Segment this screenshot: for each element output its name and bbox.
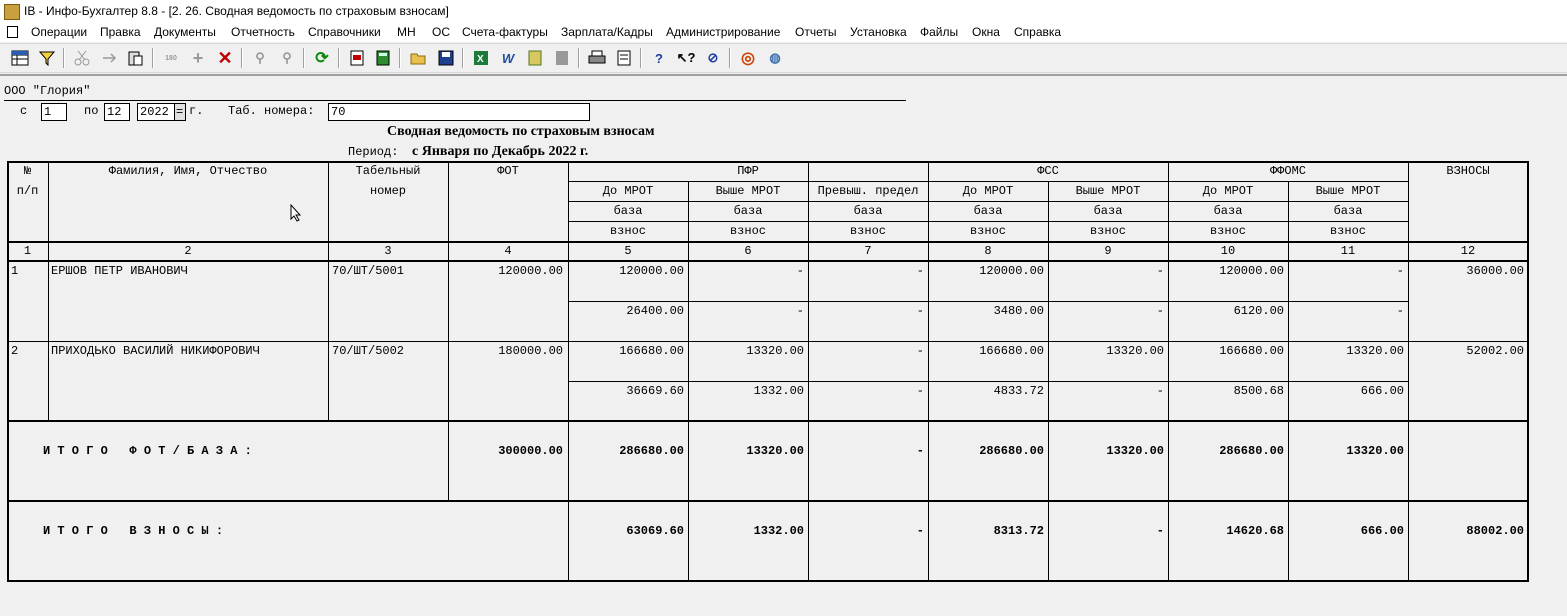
cell-value: 26400.00	[626, 304, 684, 318]
svg-text:X: X	[477, 54, 484, 65]
cell-value: -	[916, 344, 924, 358]
header-name: Фамилия, Имя, Отчество	[108, 164, 268, 178]
header-tab-2: номер	[369, 184, 406, 198]
fot-value: 120000.00	[498, 264, 563, 278]
report-area	[0, 74, 1567, 616]
employee-name[interactable]: ПРИХОДЬКО ВАСИЛИЙ НИКИФОРОВИЧ	[51, 344, 260, 358]
year-suffix: г.	[189, 104, 204, 118]
period-value: с Января по Декабрь 2022 г.	[412, 144, 589, 159]
header-vznos: взнос	[609, 224, 646, 238]
total-value: 286680.00	[619, 444, 684, 458]
header-pfr-prevysh: Превыш. предел	[817, 184, 919, 198]
total-value: -	[916, 444, 924, 458]
col-number: 10	[1220, 244, 1236, 258]
disk-icon[interactable]	[552, 48, 572, 68]
header-tab: Табельный	[355, 164, 421, 178]
header-baza: база	[613, 204, 643, 218]
header-vznos: взнос	[849, 224, 886, 238]
total-value: 666.00	[1360, 524, 1404, 538]
toolbar	[0, 43, 1567, 73]
col-number: 9	[1104, 244, 1112, 258]
window-title: IB - Инфо-Бухгалтер 8.8 - [2. 26. Сводная ведомость по страховым взносам]	[24, 4, 449, 18]
total-value: 14620.68	[1226, 524, 1284, 538]
menu-documents[interactable]: Документы	[154, 25, 216, 39]
header-vznosy: ВЗНОСЫ	[1446, 164, 1490, 178]
menu-references[interactable]: Справочники	[308, 25, 381, 39]
archive-icon[interactable]	[525, 48, 545, 68]
cell-value: -	[1396, 304, 1404, 318]
header-pfr-do-mrot: До МРОТ	[602, 184, 654, 198]
cell-value: -	[1156, 384, 1164, 398]
header-ffoms: ФФОМС	[1269, 164, 1306, 178]
total-base-label: И Т О Г О Ф О Т / Б А З А :	[43, 444, 252, 458]
menu-invoices[interactable]: Счета-фактуры	[462, 25, 548, 39]
to-label: по	[84, 104, 99, 118]
open-icon[interactable]	[409, 48, 429, 68]
menu-help[interactable]: Справка	[1014, 25, 1062, 39]
tab-numbers-label: Таб. номера:	[228, 104, 315, 118]
menu-bar	[0, 22, 1567, 42]
cell-value: 166680.00	[1219, 344, 1284, 358]
cell-value: 8500.68	[1233, 384, 1284, 398]
cell-value: -	[916, 264, 924, 278]
support-icon[interactable]: ◎	[741, 50, 755, 67]
excel-icon[interactable]	[471, 48, 491, 68]
total-fot: 300000.00	[498, 444, 563, 458]
header-vznos: взнос	[729, 224, 766, 238]
menu-os[interactable]: ОС	[432, 25, 450, 39]
help-icon[interactable]: ?	[655, 50, 663, 66]
col-number: 6	[744, 244, 752, 258]
tab-number: 70/ШТ/5002	[332, 344, 405, 358]
split-icon[interactable]	[99, 48, 119, 68]
header-baza: база	[1093, 204, 1123, 218]
total-value: -	[916, 524, 924, 538]
col-number: 2	[184, 244, 192, 258]
header-baza: база	[733, 204, 763, 218]
total-value: 63069.60	[626, 524, 684, 538]
header-num: №	[23, 164, 32, 178]
cell-value: 13320.00	[1106, 344, 1164, 358]
document-icon[interactable]	[7, 26, 18, 38]
paste-icon[interactable]	[125, 48, 145, 68]
col-number: 12	[1460, 244, 1476, 258]
header-pfr: ПФР	[737, 164, 759, 178]
col-number: 5	[624, 244, 632, 258]
cut-icon[interactable]	[72, 48, 92, 68]
pin-icon[interactable]: ⚲	[255, 50, 265, 65]
menu-operations[interactable]: Операции	[31, 25, 88, 39]
cell-value: 666.00	[1360, 384, 1404, 398]
header-vznos: взнос	[1329, 224, 1366, 238]
total-value: 286680.00	[1219, 444, 1284, 458]
cell-value: -	[796, 304, 804, 318]
header-vznos: взнос	[969, 224, 1006, 238]
cell-value: -	[1156, 304, 1164, 318]
col-number: 8	[984, 244, 992, 258]
col-number: 7	[864, 244, 872, 258]
header-ffoms-vyshe-mrot: Выше МРОТ	[1315, 184, 1381, 198]
row-num: 2	[11, 344, 19, 358]
cell-value: 166680.00	[619, 344, 684, 358]
menu-reporting[interactable]: Отчетность	[231, 25, 295, 39]
header-ffoms-do-mrot: До МРОТ	[1202, 184, 1254, 198]
header-fss: ФСС	[1037, 164, 1059, 178]
row-total: 36000.00	[1466, 264, 1524, 278]
row-num: 1	[11, 264, 19, 278]
contributions-table	[7, 161, 1528, 581]
header-baza: база	[1213, 204, 1243, 218]
menu-salary[interactable]: Зарплата/Кадры	[561, 25, 653, 39]
total-vznos-label: И Т О Г О В З Н О С Ы :	[43, 524, 224, 538]
grand-total: 88002.00	[1466, 524, 1524, 538]
total-value: 1332.00	[753, 524, 804, 538]
filter-icon[interactable]	[37, 48, 57, 68]
save-icon[interactable]	[436, 48, 456, 68]
cell-value: -	[1396, 264, 1404, 278]
total-value: 13320.00	[746, 444, 804, 458]
menu-windows[interactable]: Окна	[972, 25, 1000, 39]
menu-mn[interactable]: МН	[397, 25, 416, 39]
word-icon[interactable]: W	[501, 50, 515, 66]
add-icon[interactable]: +	[192, 47, 204, 68]
cell-value: -	[916, 384, 924, 398]
total-value: 286680.00	[979, 444, 1044, 458]
header-fss-do-mrot: До МРОТ	[962, 184, 1014, 198]
col-number: 4	[504, 244, 512, 258]
col-number: 1	[23, 244, 32, 258]
from-label: с	[20, 104, 28, 118]
app-icon	[4, 4, 20, 20]
col-number: 3	[384, 244, 392, 258]
header-fot: ФОТ	[497, 164, 519, 178]
cell-value: 6120.00	[1233, 304, 1284, 318]
total-value: 13320.00	[1346, 444, 1404, 458]
refresh-icon[interactable]: ⟳	[315, 50, 329, 67]
cell-value: 1332.00	[753, 384, 804, 398]
cell-value: -	[1156, 264, 1164, 278]
pdf-icon[interactable]	[347, 48, 367, 68]
menu-reports[interactable]: Отчеты	[795, 25, 837, 39]
row-total: 52002.00	[1466, 344, 1524, 358]
header-vznos: взнос	[1209, 224, 1246, 238]
compass-icon[interactable]: ⊘	[707, 50, 719, 65]
to-month-field[interactable]: 12	[104, 103, 130, 121]
header-baza: база	[1333, 204, 1363, 218]
web-icon[interactable]: ◍	[769, 50, 781, 65]
from-month-field[interactable]: 1	[41, 103, 67, 121]
header-vznos: взнос	[1089, 224, 1126, 238]
col-number: 11	[1340, 244, 1356, 258]
print-icon[interactable]	[587, 48, 607, 68]
mouse-cursor-icon	[290, 204, 302, 222]
title-bar	[0, 0, 1567, 22]
header-fss-vyshe-mrot: Выше МРОТ	[1075, 184, 1141, 198]
preview-icon[interactable]	[614, 48, 634, 68]
cell-value: 36669.60	[626, 384, 684, 398]
cell-value: -	[796, 264, 804, 278]
cell-value: 13320.00	[746, 344, 804, 358]
header-num-2: п/п	[16, 184, 39, 198]
header-baza: база	[973, 204, 1003, 218]
delete-icon[interactable]: ✕	[217, 47, 233, 68]
cell-value: 120000.00	[979, 264, 1044, 278]
number-icon[interactable]: 180	[165, 54, 177, 62]
total-value: 13320.00	[1106, 444, 1164, 458]
total-value: 8313.72	[993, 524, 1044, 538]
year-field[interactable]: 2022	[137, 103, 175, 121]
employee-name[interactable]: ЕРШОВ ПЕТР ИВАНОВИЧ	[51, 264, 188, 278]
fot-value: 180000.00	[498, 344, 563, 358]
header-pfr-vyshe-mrot: Выше МРОТ	[715, 184, 781, 198]
menu-admin[interactable]: Администрирование	[666, 25, 781, 39]
calculator-icon[interactable]	[373, 48, 393, 68]
cell-value: 166680.00	[979, 344, 1044, 358]
total-value: -	[1156, 524, 1164, 538]
period-label: Период:	[348, 145, 399, 159]
report-title: Сводная ведомость по страховым взносам	[387, 124, 655, 139]
tab-number: 70/ШТ/5001	[332, 264, 405, 278]
cell-value: 13320.00	[1346, 344, 1404, 358]
menu-setup[interactable]: Установка	[850, 25, 907, 39]
unpin-icon[interactable]: ⚲	[282, 50, 292, 65]
cell-value: 4833.72	[993, 384, 1044, 398]
menu-files[interactable]: Файлы	[920, 25, 959, 39]
header-baza: база	[853, 204, 883, 218]
cell-value: -	[916, 304, 924, 318]
whats-this-icon[interactable]: ↖?	[676, 50, 696, 65]
table-icon[interactable]	[10, 48, 30, 68]
org-name: ООО "Глория"	[4, 84, 91, 98]
year-picker-button[interactable]: =	[174, 103, 186, 121]
tab-numbers-field[interactable]: 70	[328, 103, 590, 121]
cell-value: 3480.00	[993, 304, 1044, 318]
cell-value: 120000.00	[619, 264, 684, 278]
menu-edit[interactable]: Правка	[100, 25, 141, 39]
cell-value: 120000.00	[1219, 264, 1284, 278]
